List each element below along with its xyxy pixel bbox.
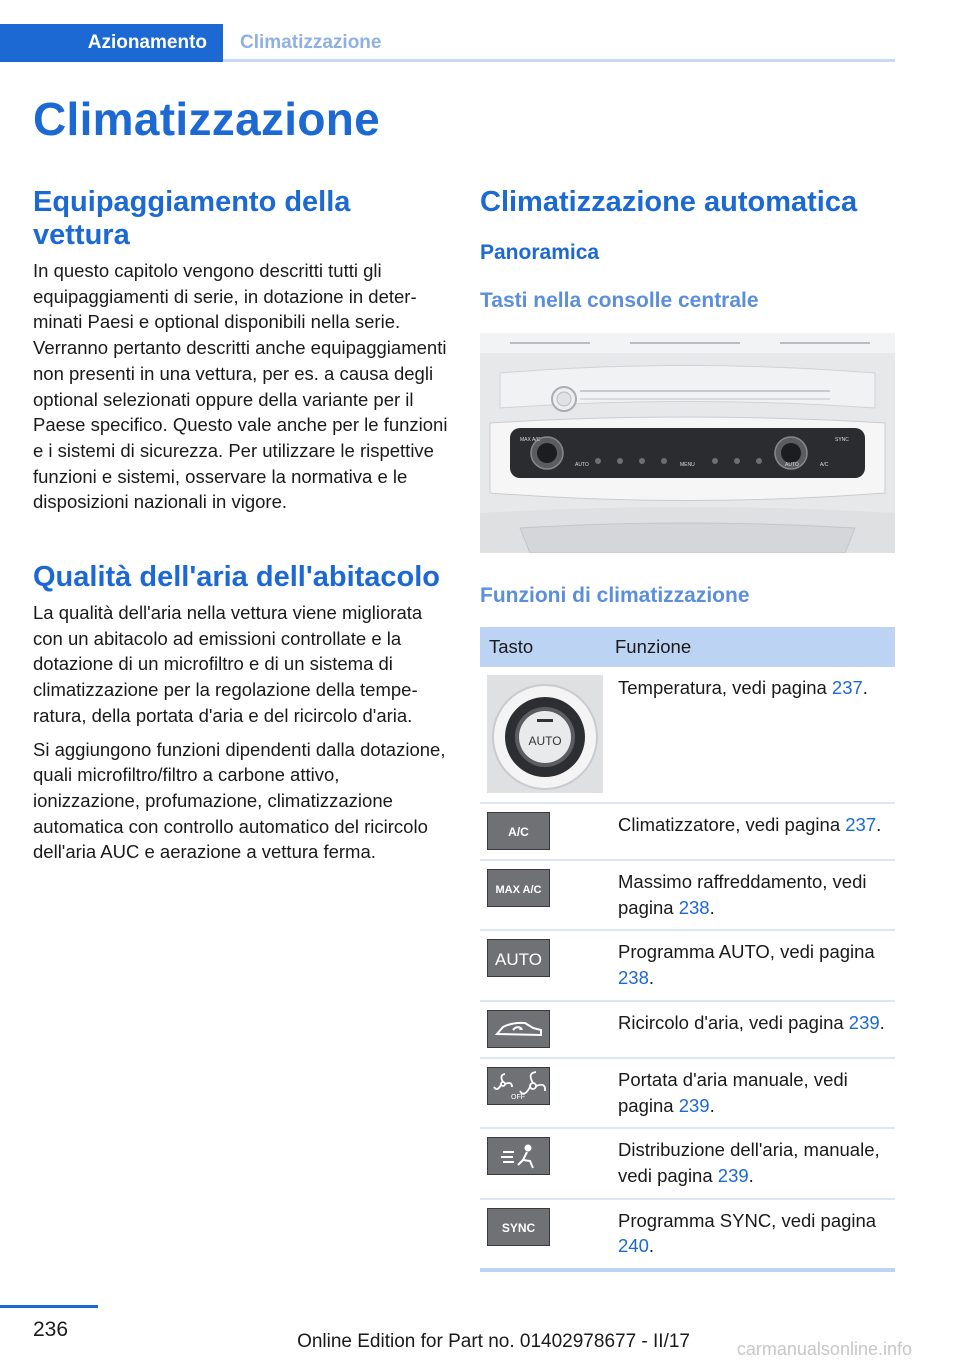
table-row bbox=[480, 930, 895, 1000]
subsection-title-console-buttons: Tasti nella consolle centrale bbox=[480, 289, 759, 312]
header-tab-chapter[interactable]: Azionamento bbox=[0, 24, 223, 62]
function-text: Distribuzione dell'aria, manuale, vedi pagina bbox=[618, 1139, 880, 1186]
function-text: Massimo raffreddamento, vedi pagina bbox=[618, 871, 867, 918]
function-cell bbox=[610, 1128, 895, 1198]
function-cell bbox=[610, 930, 895, 1000]
button-label: MAX A/C bbox=[495, 884, 542, 896]
console-label-max-ac: MAX A/C bbox=[520, 437, 541, 443]
function-text: Programma AUTO, vedi pagina bbox=[618, 941, 875, 963]
section-title-air-quality: Qualità dell'aria dell'abitacolo bbox=[33, 561, 441, 594]
temperature-knob-icon bbox=[487, 675, 603, 793]
function-cell bbox=[610, 1001, 895, 1058]
knob-label: AUTO bbox=[528, 734, 562, 748]
page-link[interactable]: 239 bbox=[678, 1094, 710, 1116]
air-distribution-button-icon bbox=[487, 1137, 550, 1175]
function-cell bbox=[610, 1058, 895, 1128]
auto-button-icon bbox=[487, 939, 550, 977]
page-link[interactable]: 237 bbox=[845, 814, 877, 835]
page-link[interactable]: 238 bbox=[618, 967, 649, 989]
page-link[interactable]: 237 bbox=[831, 677, 863, 698]
column-header-button: Tasto bbox=[480, 627, 610, 667]
center-console-image bbox=[480, 333, 895, 553]
table-header-row bbox=[480, 627, 895, 667]
suffix: . bbox=[648, 1235, 655, 1257]
button-label: AUTO bbox=[495, 950, 542, 970]
button-label: SYNC bbox=[501, 1220, 536, 1235]
section-title-auto-climate: Climatizzazione automatica bbox=[480, 186, 858, 218]
table-row bbox=[480, 667, 895, 803]
suffix: . bbox=[748, 1164, 754, 1186]
function-text: Portata d'aria manuale, vedi pagina bbox=[618, 1068, 848, 1116]
left-column bbox=[33, 186, 451, 865]
recirculation-button-icon bbox=[487, 1010, 550, 1048]
console-label-auto: AUTO bbox=[575, 462, 589, 468]
page-link[interactable]: 240 bbox=[618, 1235, 649, 1257]
section-paragraph: La qualità dell'aria nella vettura viene migliorata con un abitacolo ad emissioni controllate e la dotazione di un microfiltro e di un sistema di climatizzazione per la regolazione della temperatura, della portata d'aria e del ricircolo d'aria. bbox=[33, 602, 423, 726]
page-link[interactable]: 239 bbox=[717, 1164, 749, 1186]
function-cell bbox=[610, 1199, 895, 1270]
function-cell bbox=[610, 803, 895, 860]
climate-functions-table bbox=[480, 627, 895, 1272]
page-link[interactable]: 238 bbox=[678, 896, 710, 918]
ac-button-icon bbox=[487, 812, 550, 850]
function-text: Programma SYNC, vedi pagina bbox=[618, 1209, 877, 1231]
fan-speed-button-icon bbox=[487, 1067, 550, 1105]
suffix: . bbox=[876, 814, 882, 835]
footer-rule bbox=[0, 1305, 98, 1308]
table-row bbox=[480, 1128, 895, 1198]
table-row bbox=[480, 1001, 895, 1058]
console-label-sync: SYNC bbox=[835, 437, 849, 443]
table-row bbox=[480, 803, 895, 860]
suffix: . bbox=[709, 896, 715, 918]
table-row bbox=[480, 860, 895, 930]
console-label-menu: MENU bbox=[680, 462, 695, 468]
section-paragraph: In questo capitolo vengono descritti tutti gli equipaggiamenti di serie, in dotazione in determinati Paesi e optional disponibili nella serie. Verranno pertanto descritti anche equipaggiamenti non presenti in una vettura, per es. a causa degli optional selezionati oppure della variante per il Paese specifico. Questo vale anche per le funzioni e i sistemi di sicurezza. Per utilizzare le rispettive funzioni e sistemi, osservare la normativa e le disposizioni nazionali in vigore. bbox=[33, 260, 448, 513]
section-title-equipment: Equipaggiamento della vettura bbox=[33, 186, 351, 251]
function-text: Temperatura, vedi pagina bbox=[618, 677, 832, 698]
suffix: . bbox=[709, 1094, 715, 1116]
console-label-ac: A/C bbox=[820, 462, 829, 468]
right-column bbox=[480, 186, 895, 313]
header-tab-section[interactable]: Climatizzazione bbox=[240, 32, 382, 53]
function-cell bbox=[610, 860, 895, 930]
page-link[interactable]: 239 bbox=[848, 1011, 880, 1033]
max-ac-button-icon bbox=[487, 869, 550, 907]
button-label: OFF bbox=[511, 1093, 525, 1101]
function-text: Ricircolo d'aria, vedi pagina bbox=[618, 1011, 849, 1033]
button-label: A/C bbox=[508, 825, 529, 839]
function-cell bbox=[610, 667, 895, 803]
table-row bbox=[480, 1058, 895, 1128]
column-header-function: Funzione bbox=[610, 627, 895, 667]
table-row bbox=[480, 1199, 895, 1270]
section-paragraph: Si aggiungono funzioni dipendenti dalla dotazione, quali microfiltro/filtro a carbone attivo, ionizzazione, profumazione, climatizzazione automatica con controllo automatico del ricircolo dell'aria AUC e aerazione a vettura ferma. bbox=[33, 738, 446, 863]
edition-note: Online Edition for Part no. 01402978677 - II/17 bbox=[297, 1331, 690, 1352]
suffix: . bbox=[879, 1011, 885, 1033]
console-label-auto-right: AUTO bbox=[785, 462, 799, 468]
function-text: Climatizzatore, vedi pagina bbox=[618, 814, 846, 835]
table-title: Funzioni di climatizzazione bbox=[480, 584, 750, 607]
page-title: Climatizzazione bbox=[33, 93, 381, 145]
watermark: carmanualsonline.info bbox=[736, 1339, 912, 1359]
sync-button-icon bbox=[487, 1208, 550, 1246]
suffix: . bbox=[648, 967, 655, 989]
page-number: 236 bbox=[33, 1318, 69, 1341]
suffix: . bbox=[862, 677, 868, 698]
subsection-title-overview: Panoramica bbox=[480, 241, 600, 264]
